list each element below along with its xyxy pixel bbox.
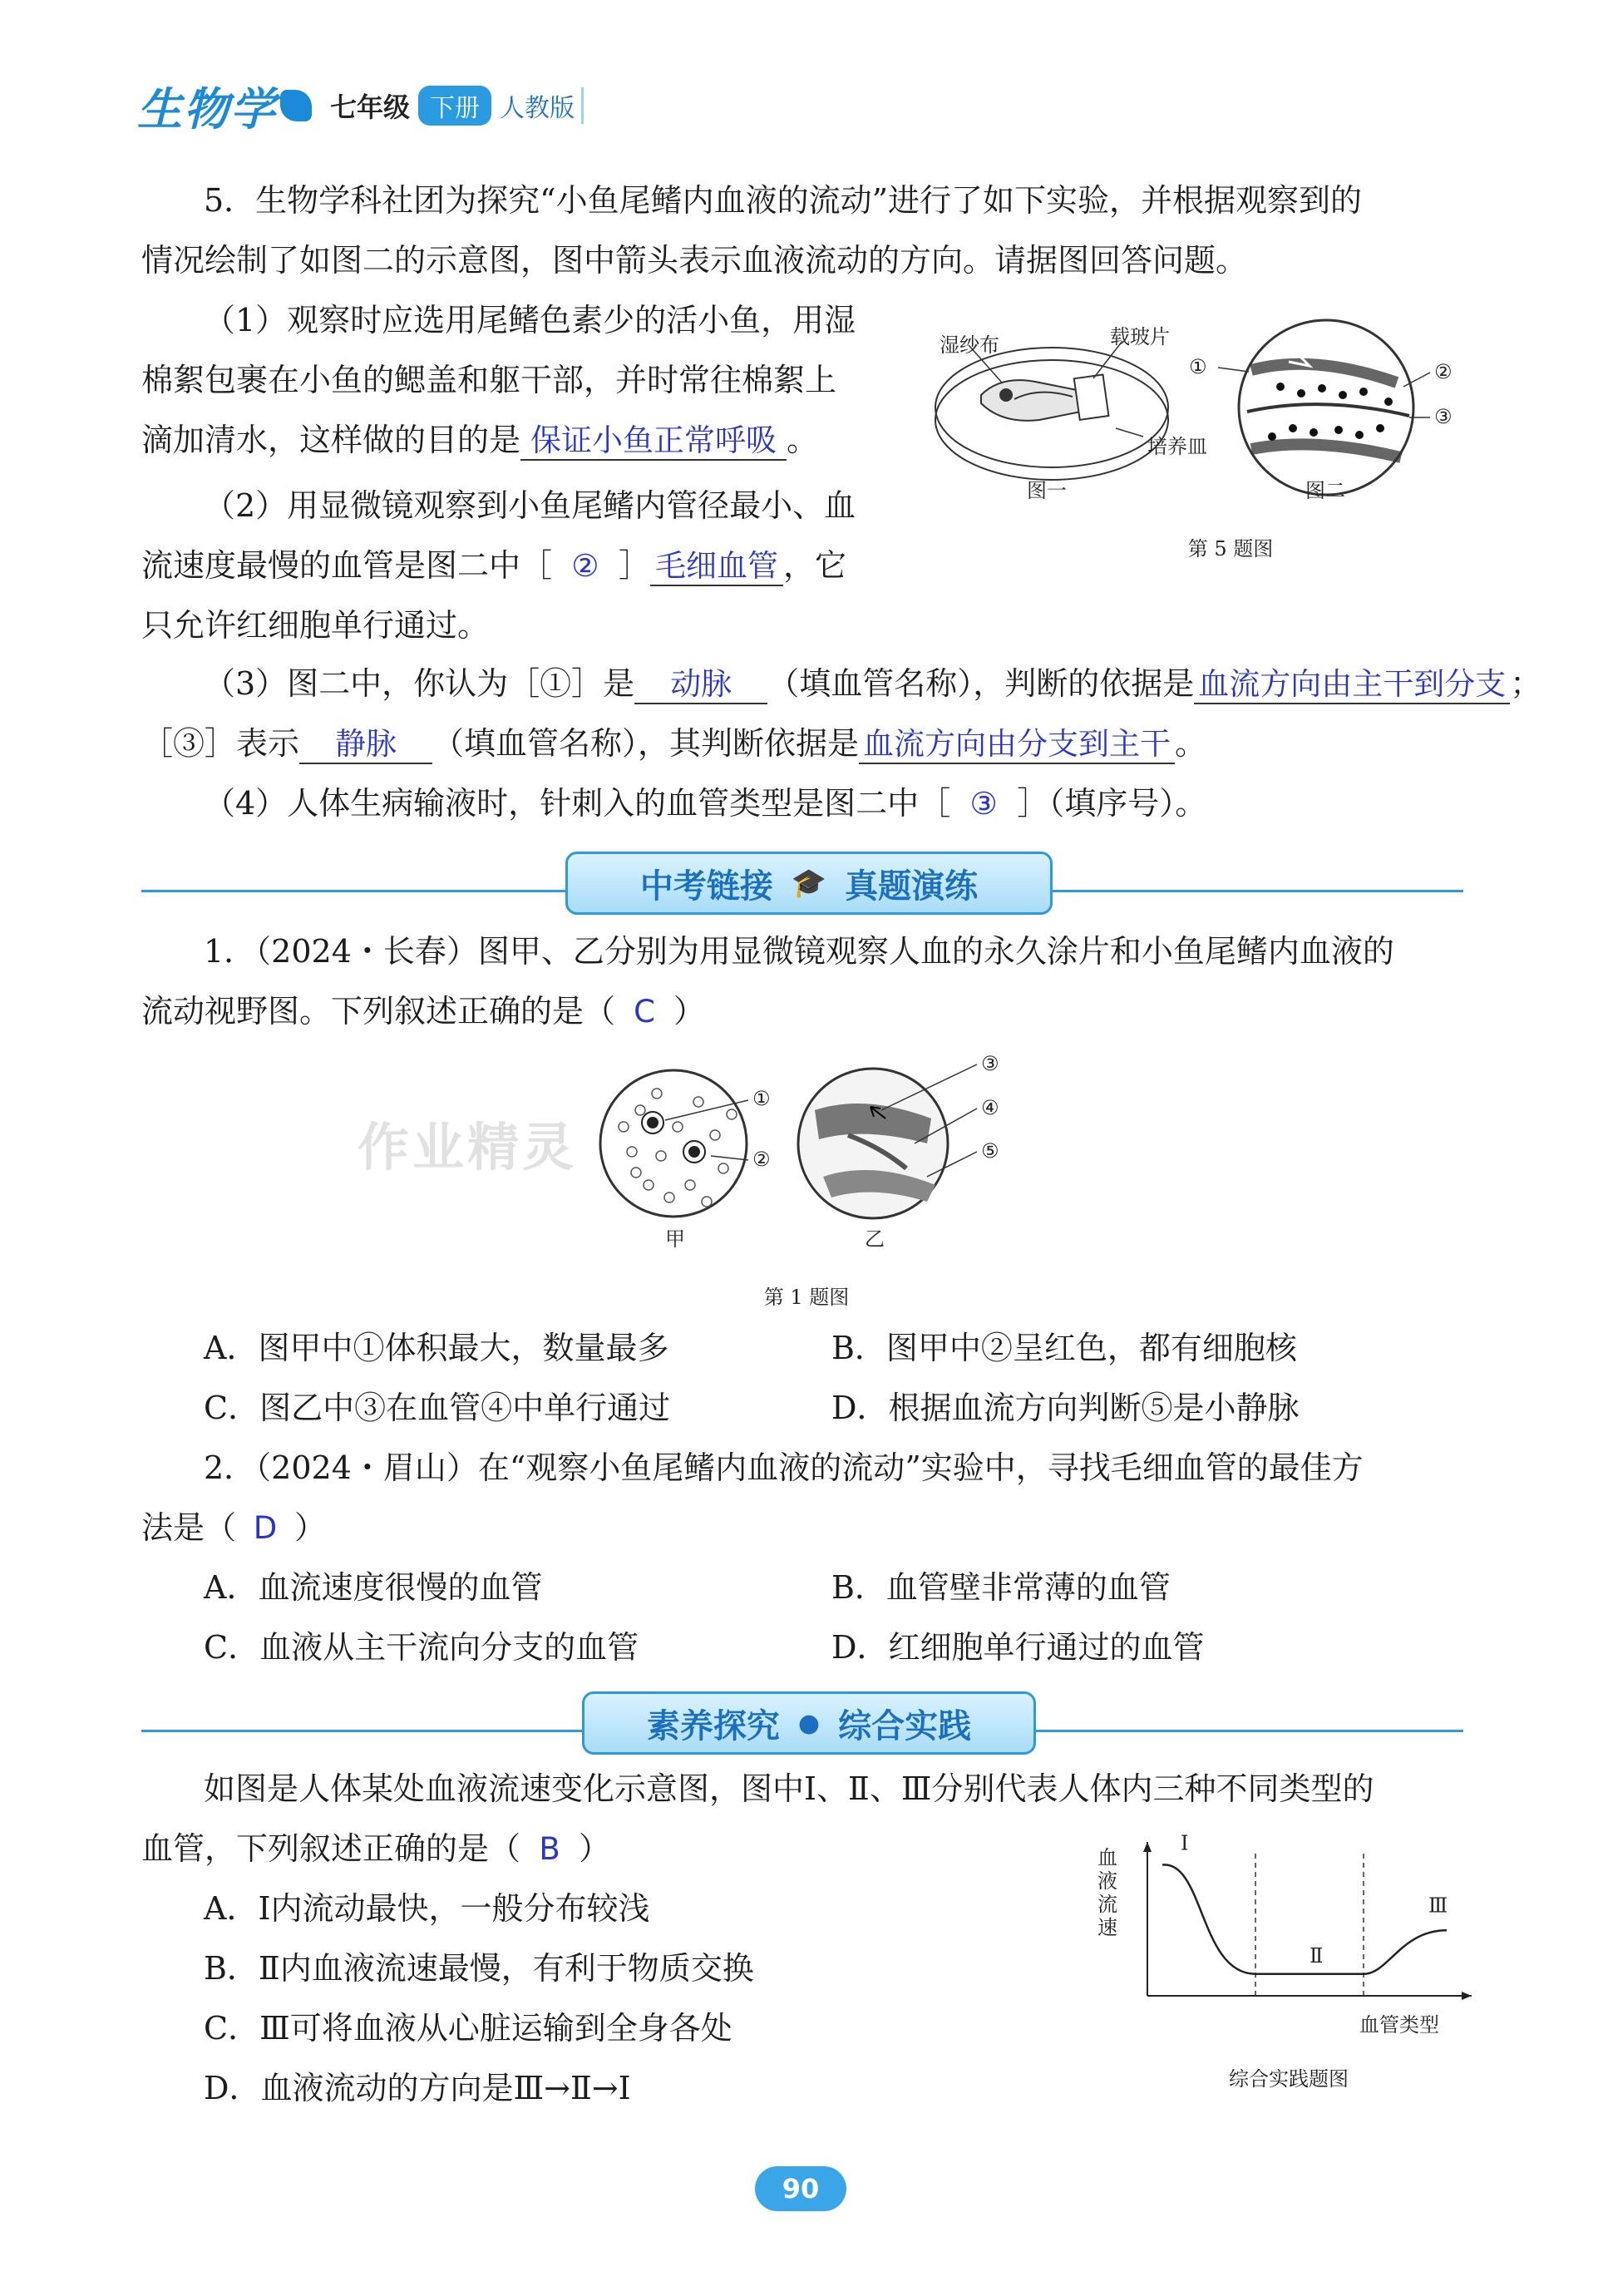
- banner-title-right: 真题演练: [845, 867, 979, 906]
- practice-option-b[interactable]: B．Ⅱ内血液流速最慢，有利于物质交换: [204, 1950, 754, 1987]
- mc2-option-a[interactable]: A．血流速度很慢的血管: [204, 1569, 543, 1606]
- q5-part3-line1: [204, 654, 1541, 713]
- mc1-option-d[interactable]: D．根据血流方向判断⑤是小静脉: [831, 1390, 1300, 1426]
- q5-part2-line3: 只允许红细胞单行通过。: [141, 607, 490, 644]
- q5-part2-text: 流速度最慢的血管是图二中［: [141, 547, 553, 584]
- fig-label-fig1: 图一: [1027, 479, 1067, 502]
- mc2-line1: 2．（2024・眉山）在“观察小鱼尾鳍内血液的流动”实验中，寻找毛细血管的最佳方: [204, 1449, 1364, 1486]
- practice-end: ）: [579, 1830, 611, 1867]
- page-number-badge: [755, 2166, 846, 2211]
- chart-xlabel: 血管类型: [1359, 2013, 1439, 2037]
- chart-ylabel: 血液流速: [1097, 1846, 1117, 1939]
- banner-pill: [582, 1691, 1036, 1755]
- q5-part3-answer1: 动脉: [670, 666, 732, 702]
- microscope-view-drawing: [1218, 320, 1430, 495]
- q5-part1-line2: 棉絮包裹在小鱼的鳃盖和躯干部，并时常往棉絮上: [141, 362, 837, 398]
- q5-part1-line3: [141, 410, 818, 470]
- banner-title-left: 素养探究: [646, 1706, 780, 1745]
- practice-option-c[interactable]: C．Ⅲ可将血液从心脏运输到全身各处: [204, 2010, 732, 2047]
- mc2-option-b[interactable]: B．血管壁非常薄的血管: [831, 1569, 1171, 1606]
- mc2-option-d[interactable]: D．红细胞单行通过的血管: [831, 1629, 1205, 1666]
- flow-speed-line: [1162, 1864, 1447, 1973]
- q5-part1-text: 滴加清水，这样做的目的是: [141, 422, 521, 458]
- practice-answer: B: [539, 1831, 560, 1867]
- graduation-cap-icon: 🎓: [791, 867, 827, 900]
- practice-text: 血管，下列叙述正确的是（: [141, 1830, 521, 1867]
- fig-label-n3: ③: [1434, 405, 1453, 428]
- page-number: 90: [782, 2173, 820, 2205]
- edition-label: 人教版: [500, 87, 584, 124]
- fig-label-gauze: 湿纱布: [940, 333, 999, 357]
- q5-stem-line1: 5．生物学科社团为探究“小鱼尾鳍内血液的流动”进行了如下实验，并根据观察到的: [204, 182, 1363, 219]
- mc1-label-jia: 甲: [665, 1227, 685, 1251]
- practice-option-d[interactable]: D．血液流动的方向是Ⅲ→Ⅱ→Ⅰ: [204, 2070, 631, 2106]
- page-header: [137, 77, 584, 135]
- q5-part2-answer-number: ②: [571, 548, 599, 584]
- q5-figure-caption: 第 5 题图: [1187, 537, 1274, 560]
- fig-label-n2: ②: [1434, 360, 1453, 383]
- mc1-label-n5: ⑤: [981, 1139, 999, 1163]
- mc1-line1: 1．（2024・长春）图甲、乙分别为用显微镜观察人血的永久涂片和小鱼尾鳍内血液的: [204, 933, 1394, 970]
- fig-label-n1: ①: [1189, 355, 1207, 378]
- brand-mark-icon: [280, 90, 312, 121]
- section-banner-practice: [141, 1688, 1463, 1755]
- blood-smear-drawing: [600, 1070, 748, 1217]
- practice-line2: [141, 1819, 610, 1879]
- q5-part3-answer4: 血流方向由分支到主干: [863, 726, 1171, 762]
- banner-title-left: 中考链接: [639, 867, 773, 906]
- segment-label-2: Ⅱ: [1310, 1943, 1324, 1968]
- q5-part1-answer: 保证小鱼正常呼吸: [530, 422, 777, 458]
- flow-chart-svg: [1097, 1834, 1497, 2083]
- q5-part2-line2: [141, 536, 846, 596]
- q5-part3-line2: [141, 713, 1206, 773]
- fig-label-dish: 培养皿: [1147, 435, 1207, 458]
- fig-label-fig2: 图二: [1305, 479, 1345, 502]
- volume-badge: 下册: [418, 86, 491, 126]
- mc1-end: ）: [673, 993, 706, 1029]
- grade-label: 七年级: [330, 91, 411, 123]
- mc1-label-n1: ①: [752, 1087, 771, 1110]
- mc1-option-a[interactable]: A．图甲中①体积最大，数量最多: [204, 1330, 669, 1366]
- practice-line1: 如图是人体某处血液流速变化示意图，图中Ⅰ、Ⅱ、Ⅲ分别代表人体内三种不同类型的: [204, 1770, 1374, 1807]
- mc1-figure: [599, 1044, 1031, 1310]
- segment-label-1: Ⅰ: [1181, 1834, 1189, 1855]
- q5-part3-text3: ［③］表示: [141, 725, 300, 762]
- mc2-text: 法是（: [141, 1509, 237, 1546]
- chart-caption: 综合实践题图: [1229, 2067, 1349, 2091]
- banner-title-right: 综合实践: [838, 1706, 972, 1745]
- mc2-end: ）: [294, 1509, 327, 1546]
- watermark: 作业精灵: [358, 1117, 578, 1178]
- mc1-option-b[interactable]: B．图甲中②呈红色，都有细胞核: [831, 1330, 1297, 1366]
- banner-pill: [565, 852, 1053, 915]
- q5-part3-text1: （3）图二中，你认为［①］是: [204, 665, 635, 702]
- q5-part1-end: 。: [787, 422, 819, 458]
- mc1-label-yi: 乙: [865, 1227, 885, 1251]
- q5-part2-answer-name: 毛细血管: [655, 548, 779, 584]
- bullet-dot-icon: ●: [797, 1708, 821, 1738]
- mc1-option-c[interactable]: C．图乙中③在血管④中单行通过: [204, 1390, 671, 1426]
- q5-part4-text: （4）人体生病输液时，针刺入的血管类型是图二中［: [204, 785, 951, 822]
- mc1-answer: C: [634, 994, 655, 1029]
- section-banner-exam: [141, 848, 1463, 915]
- q5-stem-line2: 情况绘制了如图二的示意图，图中箭头表示血液流动的方向。请据图回答问题。: [141, 242, 1248, 279]
- mc1-line2: [141, 981, 705, 1042]
- mc1-label-n3: ③: [981, 1052, 999, 1075]
- q5-part3-semicolon: ；: [1510, 665, 1542, 702]
- q5-part2-line1: （2）用显微镜观察到小鱼尾鳍内管径最小、血: [204, 487, 856, 524]
- q5-part4-answer: ③: [969, 786, 998, 822]
- q5-part3-text4: （填血管名称），其判断依据是: [432, 725, 860, 762]
- q5-part3-answer2: 血流方向由主干到分支: [1198, 666, 1507, 702]
- q5-part2-bracket: ］: [619, 547, 651, 584]
- brand-logo: 生物学: [137, 82, 277, 136]
- petri-dish-drawing: [935, 341, 1168, 480]
- practice-option-a[interactable]: A．Ⅰ内流动最快，一般分布较浅: [204, 1890, 650, 1927]
- fin-flow-drawing: [798, 1064, 977, 1218]
- q5-part1-line1: （1）观察时应选用尾鳍色素少的活小鱼，用湿: [204, 302, 856, 338]
- practice-chart: [1097, 1834, 1497, 2116]
- q5-part4-end: ］（填序号）。: [1017, 785, 1207, 822]
- y-axis-arrow: [1143, 1842, 1152, 1852]
- q5-figure: [923, 304, 1488, 570]
- q5-part3-text2: （填血管名称），判断的依据是: [767, 665, 1195, 702]
- mc2-line2: [141, 1498, 326, 1558]
- mc1-figure-svg: [599, 1044, 1031, 1293]
- x-axis-arrow: [1462, 1992, 1472, 2000]
- q5-part4-line: [204, 773, 1206, 834]
- q5-part3-answer3: 静脉: [335, 726, 397, 762]
- segment-label-3: Ⅲ: [1428, 1894, 1448, 1918]
- mc2-answer: D: [253, 1510, 278, 1546]
- mc2-option-c[interactable]: C．血液从主干流向分支的血管: [204, 1629, 639, 1666]
- q5-part3-end: 。: [1175, 725, 1207, 762]
- mc1-text: 流动视野图。下列叙述正确的是（: [141, 993, 616, 1029]
- fig-label-slide: 载玻片: [1110, 325, 1170, 348]
- mc1-label-n4: ④: [981, 1096, 999, 1119]
- mc1-figure-caption: 第 1 题图: [763, 1286, 850, 1309]
- q5-part2-end: ，它: [783, 547, 847, 584]
- mc1-label-n2: ②: [752, 1148, 771, 1171]
